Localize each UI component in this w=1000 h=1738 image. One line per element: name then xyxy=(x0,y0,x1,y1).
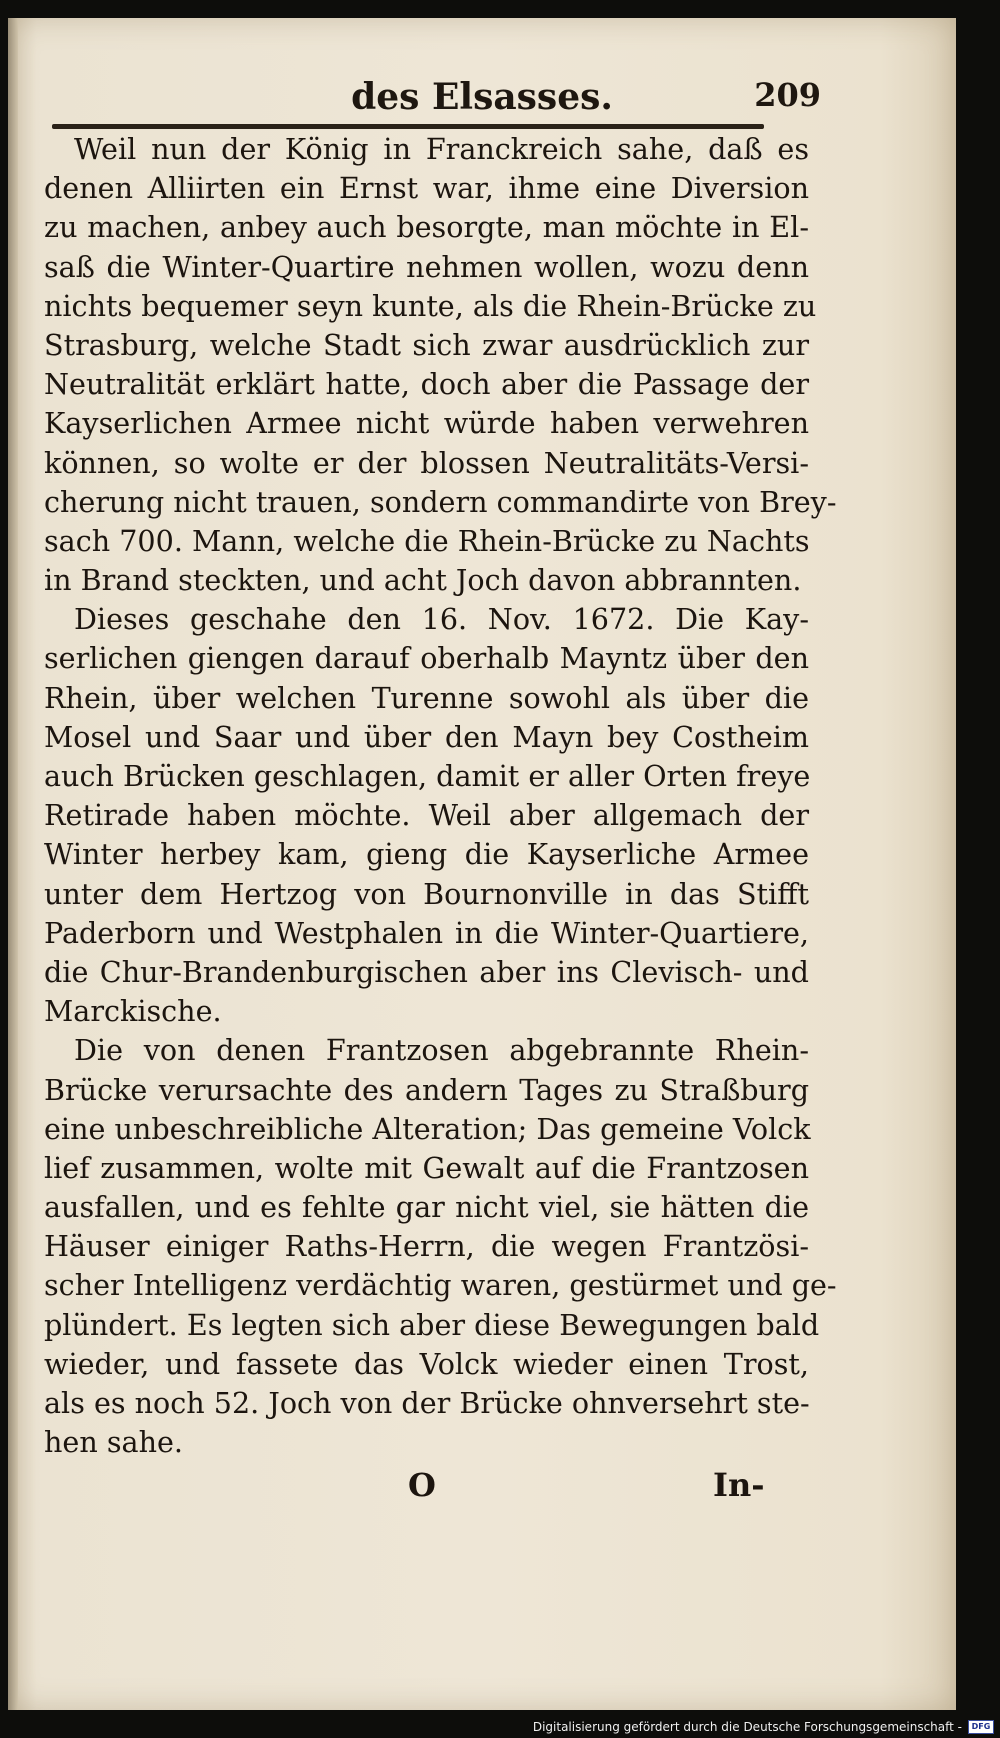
body-text xyxy=(44,130,837,1462)
text-line: Häuser einiger Raths-Herrn, die wegen Frantzösi- xyxy=(44,1229,809,1264)
text-line: als es noch 52. Joch von der Brücke ohnversehrt ste- xyxy=(44,1386,810,1420)
text-line: scher Intelligenz verdächtig waren, gestürmet und ge- xyxy=(44,1268,837,1303)
text-line: denen Alliirten ein Ernst war, ihme eine Diversion xyxy=(44,171,809,206)
text-line: nichts bequemer seyn kunte, als die Rhein-Brücke zu xyxy=(44,288,817,323)
page-number: 209 xyxy=(754,76,821,114)
funding-credit: Digitalisierung gefördert durch die Deutsche Forschungsgemeinschaft - xyxy=(532,1720,962,1734)
text-line: Winter herbey kam, gieng die Kayserliche Armee xyxy=(44,837,809,872)
text-line: eine unbeschreibliche Alteration; Das gemeine Volck xyxy=(44,1111,811,1146)
text-line: auch Brücken geschlagen, damit er aller Orten freye xyxy=(44,759,811,793)
header-rule xyxy=(52,124,764,129)
text-line: Retirade haben möchte. Weil aber allgemach der xyxy=(44,798,809,833)
text-line: die Chur-Brandenburgischen aber ins Clevisch- und xyxy=(44,954,809,989)
book-page xyxy=(8,18,956,1710)
credit-bar xyxy=(0,1716,1000,1738)
text-line: zu machen, anbey auch besorgte, man möchte in El- xyxy=(44,210,809,245)
text-line: Rhein, über welchen Turenne sowohl als über die xyxy=(44,680,809,715)
text-line: plündert. Es legten sich aber diese Bewegungen bald xyxy=(44,1307,820,1342)
text-line: sach 700. Mann, welche die Rhein-Brücke zu Nachts xyxy=(44,523,810,558)
text-line: ausfallen, und es fehlte gar nicht viel, sie hätten die xyxy=(44,1190,809,1225)
text-line: Weil nun der König in Franckreich sahe, daß es xyxy=(74,132,809,166)
signature-mark: O xyxy=(408,1466,436,1504)
text-line: Strasburg, welche Stadt sich zwar ausdrücklich zur xyxy=(44,327,809,362)
text-line: Brücke verursachte des andern Tages zu Straßburg xyxy=(44,1072,809,1107)
text-line: in Brand steckten, und acht Joch davon abbrannten. xyxy=(44,563,802,598)
catchword: In- xyxy=(713,1466,765,1504)
text-line: Neutralität erklärt hatte, doch aber die Passage der xyxy=(44,367,809,402)
text-line: lief zusammen, wolte mit Gewalt auf die Frantzosen xyxy=(44,1150,809,1185)
text-line: Dieses geschahe den 16. Nov. 1672. Die Kay- xyxy=(74,602,809,637)
text-line: wieder, und fassete das Volck wieder einen Trost, xyxy=(44,1346,809,1381)
text-line: Paderborn und Westphalen in die Winter-Quartiere, xyxy=(44,915,809,950)
text-line: hen sahe. xyxy=(44,1425,183,1460)
dfg-logo-icon: DFG xyxy=(968,1720,994,1734)
text-line: saß die Winter-Quartire nehmen wollen, wozu denn xyxy=(44,249,809,284)
text-line: Mosel und Saar und über den Mayn bey Costheim xyxy=(44,719,809,754)
page-gutter xyxy=(8,18,18,1710)
text-line: können, so wolte er der blossen Neutralitäts-Versi- xyxy=(44,445,809,480)
running-head: des Elsasses. xyxy=(351,76,613,118)
text-line: unter dem Hertzog von Bournonville in das Stifft xyxy=(44,876,809,911)
text-line: Die von denen Frantzosen abgebrannte Rhein- xyxy=(74,1033,809,1068)
text-line: cherung nicht trauen, sondern commandirte von Brey- xyxy=(44,484,837,519)
text-line: Marckische. xyxy=(44,994,222,1029)
text-line: serlichen giengen darauf oberhalb Mayntz über den xyxy=(44,641,809,676)
text-line: Kayserlichen Armee nicht würde haben verwehren xyxy=(44,406,809,441)
